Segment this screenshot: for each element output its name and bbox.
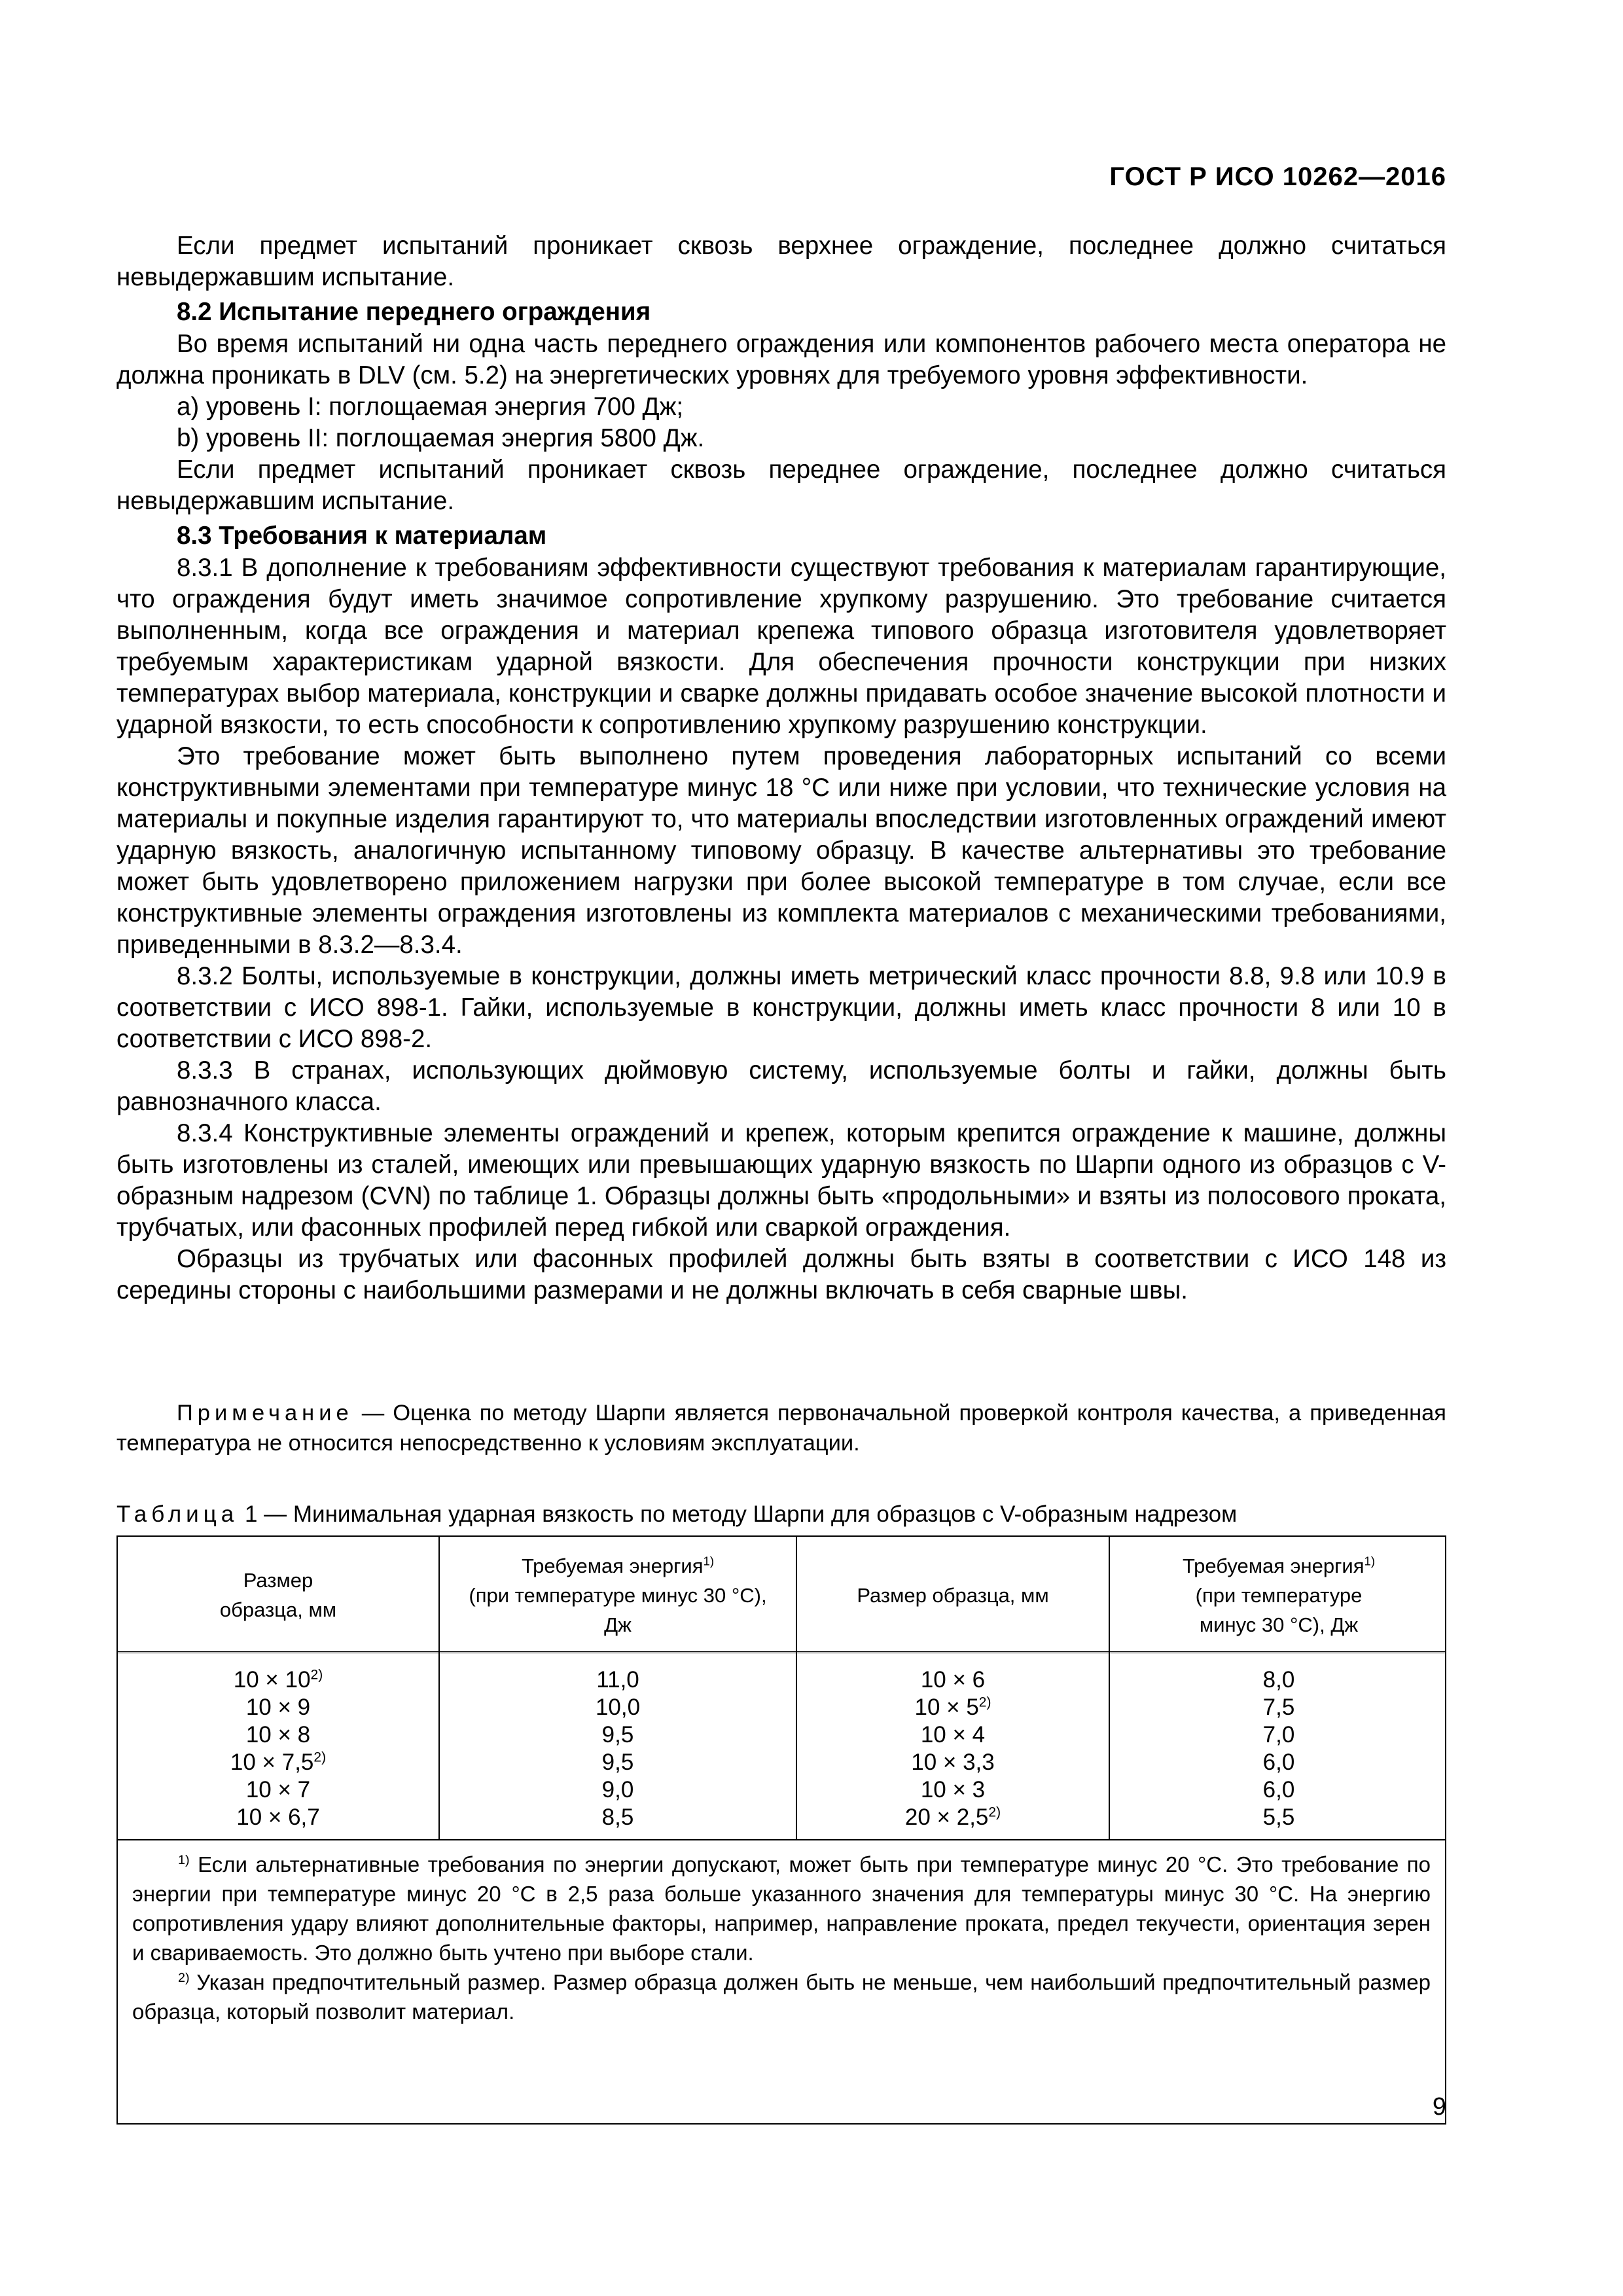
heading-8-2: 8.2 Испытание переднего ограждения bbox=[177, 298, 651, 326]
page-number: 9 bbox=[1432, 2093, 1446, 2121]
list-item-b: b) уровень II: поглощаемая энергия 5800 Дж. bbox=[177, 424, 705, 452]
footnote-1: $^{1)}$ Если альтернативные требования по энергии допускают, может быть при температуре минус 20 °С. Это требование по энергии при температуре минус 20 °С в 2,5 раза больше указанного значения для температуры минус 30 °С. На энергию сопротивления удару влияют дополнительные факторы, например, направление проката, предел текучести, ориентация зерен и свариваемость. Это должно быть учтено при выборе стали. bbox=[132, 1852, 1431, 1965]
paragraph-top-guard: Если предмет испытаний проникает сквозь верхнее ограждение, последнее должно считаться невыдержавшим испытание. bbox=[116, 232, 1446, 291]
table-cell: 10,0 bbox=[595, 1695, 641, 1720]
table-cell: 5,5 bbox=[1262, 1804, 1295, 1830]
table-cell: 10 × 3 bbox=[920, 1777, 986, 1803]
table-cell: 9,5 bbox=[601, 1722, 634, 1748]
table-cell: 10 × 8 bbox=[245, 1722, 311, 1748]
table-cell: 9,5 bbox=[601, 1749, 634, 1775]
table-cell: 10 × 9 bbox=[245, 1695, 311, 1720]
main-text bbox=[116, 230, 1446, 1306]
paragraph-8-3-2: 8.3.2 Болты, используемые в конструкции, должны иметь метрический класс прочности 8.8, 9.8 или 10.9 в соответствии с ИСО 898-1. Гайки, используемые в конструкции, должны иметь класс прочности 8 или 10 в соответствии с ИСО 898-2. bbox=[116, 962, 1446, 1053]
table-cell: 6,0 bbox=[1262, 1749, 1295, 1775]
paragraph-8-2-end: Если предмет испытаний проникает сквозь переднее ограждение, последнее должно считаться невыдержавшим испытание. bbox=[116, 456, 1446, 515]
table-cell: 7,0 bbox=[1262, 1722, 1295, 1748]
column-energy-2 bbox=[1110, 1666, 1448, 1831]
charpy-table bbox=[116, 1535, 1446, 2125]
header-energy-col-2: Требуемая энергия$^{1)}$ (при температуре минус 30 °С), Дж bbox=[1182, 1554, 1376, 1636]
list-item-a: a) уровень I: поглощаемая энергия 700 Дж; bbox=[177, 393, 684, 421]
note-label: Примечание bbox=[177, 1401, 353, 1426]
table-cell: 7,5 bbox=[1262, 1695, 1295, 1720]
table-footnotes bbox=[118, 1839, 1445, 2026]
table-cell: 10 × 4 bbox=[920, 1722, 986, 1748]
standard-code-header: ГОСТ Р ИСО 10262—2016 bbox=[1109, 162, 1446, 191]
table-cell: 11,0 bbox=[596, 1667, 639, 1693]
paragraph-8-3-1: 8.3.1 В дополнение к требованиям эффективности существуют требования к материалам гарантирующие, что ограждения будут иметь значимое сопротивление хрупкому разрушению. Это требование считается выполненным, когда все ограждения и материал крепежа типового образца изготовителя удовлетворяет требуемым характеристикам ударной вязкости. Для обеспечения прочности конструкции при низких температурах выбор материала, конструкции и сварке должны придавать особое значение высокой плотности и ударной вязкости, то есть способности к сопротивлению хрупкому разрушению конструкции. bbox=[116, 554, 1446, 739]
table-cell: 10 × 3,3 bbox=[911, 1749, 995, 1775]
header-size-col-1: Размер образца, мм bbox=[219, 1569, 337, 1621]
paragraph-8-3-3: 8.3.3 В странах, использующих дюймовую систему, используемые болты и гайки, должны быть равнозначного класса. bbox=[116, 1056, 1446, 1116]
table-cell: 10 × 6 bbox=[920, 1667, 986, 1693]
footnote-ref: 1) bbox=[703, 1554, 715, 1568]
table-cell: $10 \times 10^{2)}$ bbox=[233, 1667, 323, 1693]
table-cell: 10 × 6,7 bbox=[236, 1804, 320, 1830]
column-size-2 bbox=[797, 1666, 1109, 1831]
table-cell: $10 \times 5^{2)}$ bbox=[914, 1695, 991, 1720]
footnote-ref: 1) bbox=[1364, 1554, 1376, 1568]
table-caption-text: 1 — Минимальная ударная вязкость по методу Шарпи для образцов с V-образным надрезом bbox=[238, 1501, 1238, 1527]
paragraph-8-3-4-samples: Образцы из трубчатых или фасонных профилей должны быть взяты в соответствии с ИСО 148 из середины стороны с наибольшими размерами и не должны включать в себя сварные швы. bbox=[116, 1245, 1446, 1304]
table-cell: 9,0 bbox=[601, 1777, 634, 1803]
header-energy-col-1: Требуемая энергия$^{1)}$ (при температуре минус 30 °С), Дж bbox=[469, 1554, 767, 1636]
paragraph-8-3-1-alt: Это требование может быть выполнено путем проведения лабораторных испытаний со всеми конструктивными элементами при температуре минус 18 °С или ниже при условии, что технические условия на материалы и покупные изделия гарантируют то, что материалы впоследствии изготовленных ограждений имеют ударную вязкость, аналогичную испытанному типовому образцу. В качестве альтернативы это требование может быть удовлетворено приложением нагрузки при более высокой температуре в том случае, если все конструктивные элементы ограждения изготовлены из комплекта материалов с механическими требованиями, приведенными в 8.3.2—8.3.4. bbox=[116, 742, 1446, 959]
paragraph-8-2: Во время испытаний ни одна часть переднего ограждения или компонентов рабочего места оператора не должна проникать в DLV (см. 5.2) на энергетических уровнях для требуемого уровня эффективности. bbox=[116, 330, 1446, 389]
note-text: — Оценка по методу Шарпи является первоначальной проверкой контроля качества, а приведенная температура не относится непосредственно к условиям эксплуатации. bbox=[116, 1401, 1446, 1456]
paragraph-8-3-4: 8.3.4 Конструктивные элементы ограждений и крепеж, которым крепится ограждение к машине, должны быть изготовлены из сталей, имеющих или превышающих ударную вязкость по Шарпи одного из образцов с V-образным надрезом (CVN) по таблице 1. Образцы должны быть «продольными» и взяты из полосового проката, трубчатых, или фасонных профилей перед гибкой или сваркой ограждения. bbox=[116, 1119, 1446, 1242]
heading-8-3: 8.3 Требования к материалам bbox=[177, 522, 547, 550]
footnote-2: $^{2)}$ Указан предпочтительный размер. Размер образца должен быть не меньше, чем наибольший предпочтительный размер образца, который позволит материал. bbox=[132, 1970, 1431, 2024]
table-cell: $10 \times 7,5^{2)}$ bbox=[230, 1749, 327, 1775]
table-caption bbox=[116, 1500, 1465, 1529]
note-block bbox=[116, 1398, 1446, 1458]
header-size-col-2: Размер образца, мм bbox=[857, 1583, 1049, 1607]
table-cell: 10 × 7 bbox=[245, 1777, 311, 1803]
table-cell: 8,5 bbox=[601, 1804, 634, 1830]
table-cell: 6,0 bbox=[1262, 1777, 1295, 1803]
table-cell: 8,0 bbox=[1262, 1667, 1295, 1693]
column-energy-1 bbox=[440, 1666, 796, 1831]
table-caption-label: Таблица bbox=[116, 1501, 239, 1527]
column-size-1 bbox=[144, 1666, 412, 1831]
table-cell: $20 \times 2,5^{2)}$ bbox=[904, 1804, 1001, 1830]
